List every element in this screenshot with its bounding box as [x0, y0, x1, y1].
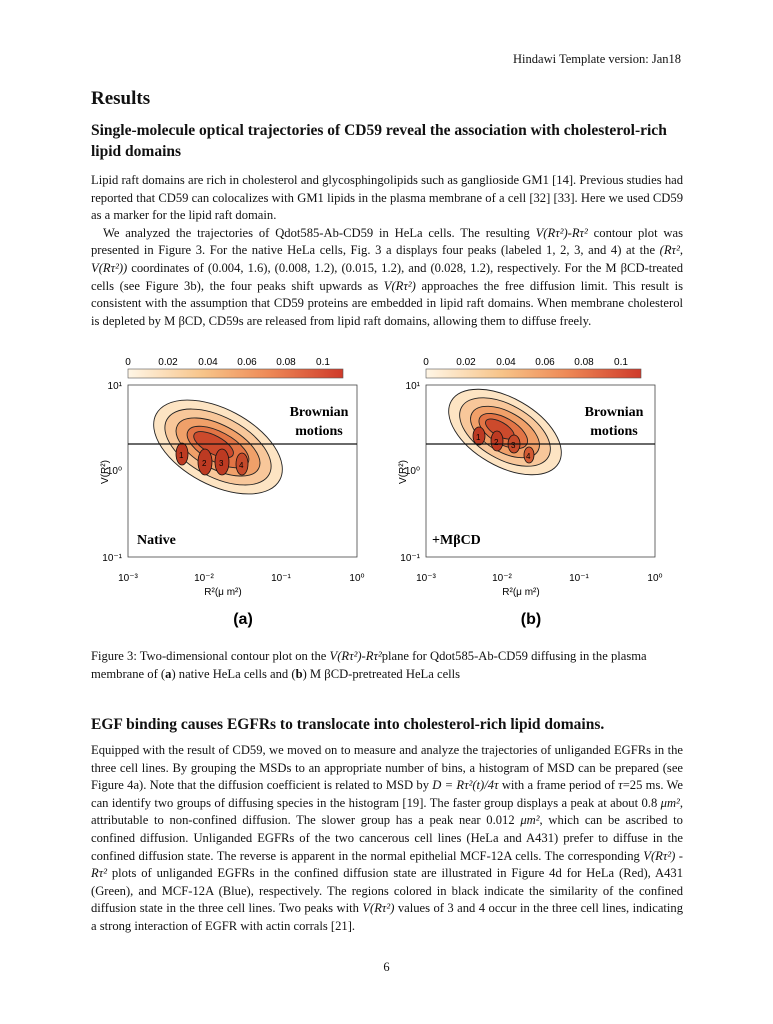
x-axis-label: R²(μ m²): [204, 587, 242, 598]
peak-label: 3: [219, 459, 224, 468]
peak-label: 1: [476, 433, 481, 442]
figure-caption: Figure 3: Two-dimensional contour plot on the V(Rτ²)-Rτ²plane for Qdot585-Ab-CD59 diffusing in the plasma membrane of (a) native HeLa cells and (b) M βCD-pretreated HeLa cells: [91, 649, 647, 681]
y-tick: 10⁰: [106, 466, 122, 477]
colorbar-tick: 0.06: [535, 357, 555, 368]
paragraph: Lipid raft domains are rich in cholesterol and glycosphingolipids such as ganglioside GM1 [14]. Previous studies had reported that CD59 can colocalizes with GM1 lipids in the plasma membrane of a cell [32] [33]. Here we used CD59 as a marker for the lipid raft domain.: [91, 173, 683, 223]
colorbar-tick: 0.1: [614, 357, 628, 368]
brownian-label: motions: [295, 424, 343, 439]
brownian-label: Brownian: [584, 405, 644, 420]
page-header: Hindawi Template version: Jan18: [513, 52, 681, 66]
colorbar-tick: 0: [423, 357, 429, 368]
y-tick: 10⁻¹: [400, 553, 420, 564]
x-axis-label: R²(μ m²): [502, 587, 540, 598]
colorbar-tick: 0.1: [316, 357, 330, 368]
y-tick: 10¹: [107, 381, 122, 392]
y-tick: 10⁰: [404, 466, 420, 477]
x-tick: 10⁻¹: [569, 573, 589, 584]
colorbar-tick: 0.04: [198, 357, 218, 368]
section-title: Results: [91, 88, 151, 109]
y-axis-label: V(R²): [398, 460, 409, 484]
panel-tag-b: (b): [520, 611, 542, 628]
y-axis-label: V(R²): [100, 460, 111, 484]
figure-3-contour-plots: [95, 352, 685, 642]
body-text-cd59: [91, 172, 683, 330]
brownian-label: motions: [590, 424, 638, 439]
x-tick: 10⁻³: [118, 573, 138, 584]
paragraph: Equipped with the result of CD59, we moved on to measure and analyze the trajectories of unliganded EGFRs in the three cell lines. By grouping the MSDs to an appropriate number of bins, a histogram of MSD can be prepared (see Figure 4a). Note that the diffusion coefficient is related to MSD by D = Rτ²(t)/4τ with a frame period of τ=25 ms. We can identify two groups of diffusing species in the histogram [19]. The faster group displays a peak at about 0.8 μm², attributable to non-confined diffusion. The slower group has a peak near 0.012 μm², which can be ascribed to confined diffusion. Unliganded EGFRs of the two cancerous cell lines (HeLa and A431) prefer to diffuse in the confined diffusion state. The reverse is apparent in the normal epithelial MCF-12A cells. The corresponding V(Rτ²) -Rτ² plots of unliganded EGFRs in the confined diffusion state are illustrated in Figure 4d for HeLa (Red), A431 (Green), and MCF-12A (Blue), respectively. The regions colored in black indicate the similarity of the confined diffusion state in the three cell lines. Two peaks with V(Rτ²) values of 3 and 4 occur in the three cell lines, indicating a strong interaction of EGFR with actin corrals [21].: [91, 743, 684, 933]
brownian-label: Brownian: [289, 405, 349, 420]
panel-label-native: Native: [137, 533, 176, 548]
page-number: 6: [383, 960, 390, 974]
colorbar-tick: 0.02: [456, 357, 476, 368]
colorbar-tick: 0.02: [158, 357, 178, 368]
colorbar-tick: 0: [125, 357, 131, 368]
colorbar-a: [128, 369, 343, 378]
panel-label-mbcd: +MβCD: [432, 533, 481, 548]
peak-label: 4: [526, 452, 531, 461]
x-tick: 10⁻²: [194, 573, 214, 584]
colorbar-tick: 0.08: [276, 357, 296, 368]
subsection-title-cd59: Single-molecule optical trajectories of CD59 reveal the association with cholesterol-rich lipid domains: [91, 122, 667, 160]
colorbar-tick: 0.08: [574, 357, 594, 368]
peak-label: 1: [179, 451, 184, 460]
panel-b: [398, 357, 663, 628]
colorbar-tick: 0.04: [496, 357, 516, 368]
x-tick: 10⁰: [349, 573, 365, 584]
subsection-title-egf: EGF binding causes EGFRs to translocate into cholesterol-rich lipid domains.: [91, 716, 605, 733]
y-tick: 10¹: [405, 381, 420, 392]
x-tick: 10⁻²: [492, 573, 512, 584]
x-tick: 10⁻¹: [271, 573, 291, 584]
peak-label: 2: [494, 438, 499, 447]
colorbar-tick: 0.06: [237, 357, 257, 368]
y-tick: 10⁻¹: [102, 553, 122, 564]
peak-label: 3: [511, 441, 516, 450]
peak-label: 4: [239, 461, 244, 470]
colorbar-b: [426, 369, 641, 378]
x-tick: 10⁰: [647, 573, 663, 584]
x-tick: 10⁻³: [416, 573, 436, 584]
peak-label: 2: [202, 459, 207, 468]
body-text-egf: [91, 742, 683, 936]
panel-a: [100, 357, 365, 628]
panel-tag-a: (a): [233, 611, 253, 628]
paragraph: We analyzed the trajectories of Qdot585-Ab-CD59 in HeLa cells. The resulting V(Rτ²)-Rτ² contour plot was presented in Figure 3. For the native HeLa cells, Fig. 3 a displays four peaks (labeled 1, 2, 3, and 4) at the (Rτ², V(Rτ²)) coordinates of (0.004, 1.6), (0.008, 1.2), (0.015, 1.2), and (0.028, 1.2), respectively. For the M βCD-treated cells (see Figure 3b), the four peaks shift upwards as V(Rτ²) approaches the free diffusion limit. This result is consistent with the assumption that CD59 proteins are embedded in lipid raft domains. When membrane cholesterol is depleted by M βCD, CD59s are released from lipid raft domains, allowing them to diffuse freely.: [91, 225, 684, 328]
